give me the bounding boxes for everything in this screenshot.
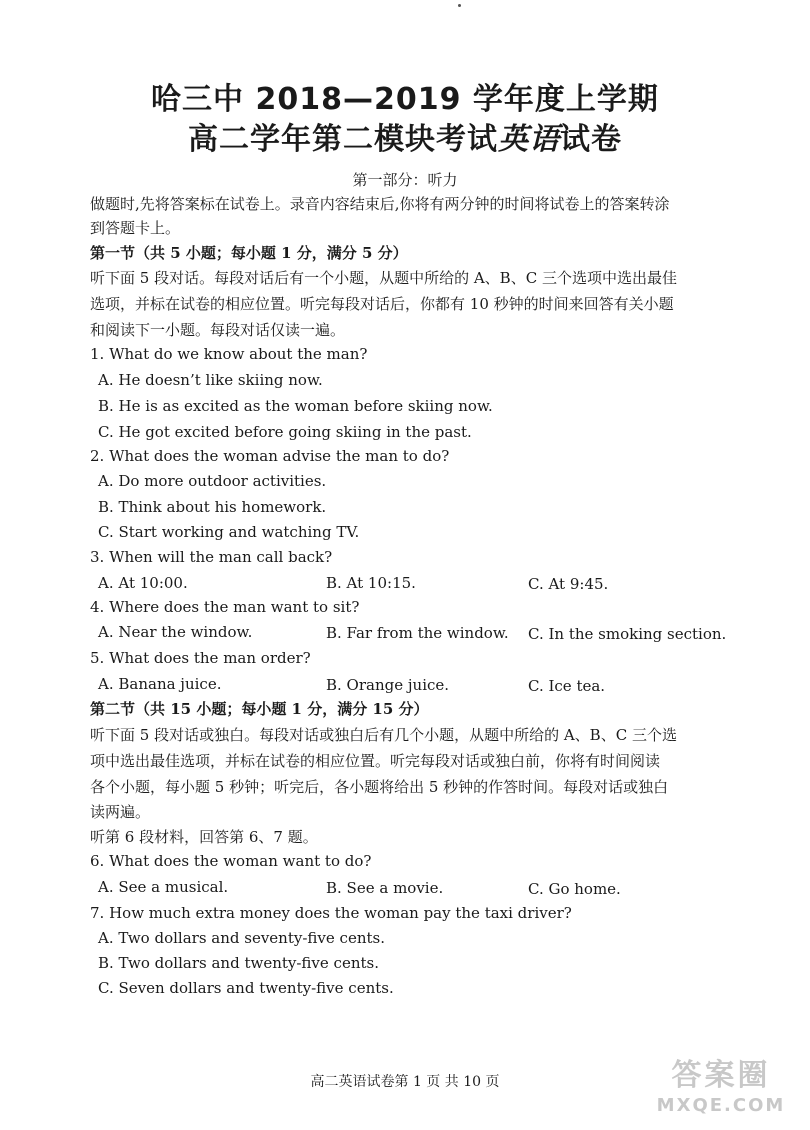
option-c: C. He got excited before going skiing in the past. xyxy=(98,423,472,441)
option-c: C. In the smoking section. xyxy=(528,625,727,643)
option-c: C. Start working and watching TV. xyxy=(98,523,360,541)
material-note: 听第 6 段材料，回答第 6、7 题。 xyxy=(90,828,318,846)
section1-heading: 第一节（共 5 小题；每小题 1 分，满分 5 分） xyxy=(90,244,408,262)
section1-instruction-1: 听下面 5 段对话。每段对话后有一个小题，从题中所给的 A、B、C 三个选项中选出最佳 xyxy=(90,269,677,287)
option-b: B. He is as excited as the woman before skiing now. xyxy=(98,397,493,415)
part1-heading: 第一部分：听力 xyxy=(352,171,458,189)
section2-instruction-2: 项中选出最佳选项，并标在试卷的相应位置。听完每段对话或独白前，你将有时间阅读 xyxy=(90,752,661,770)
option-b: B. Orange juice. xyxy=(326,676,450,694)
option-b: B. Two dollars and twenty-five cents. xyxy=(98,954,379,972)
option-a: A. Do more outdoor activities. xyxy=(98,472,327,490)
section2-heading: 第二节（共 15 小题；每小题 1 分，满分 15 分） xyxy=(90,700,429,718)
site-watermark xyxy=(646,1058,796,1124)
part1-instruction-2: 到答题卡上。 xyxy=(90,219,181,237)
question-stem: 3. When will the man call back? xyxy=(90,548,333,566)
title-prefix: 高二学年第二模块考试 xyxy=(188,122,498,157)
section1-instruction-2: 选项，并标在试卷的相应位置。听完每段对话后，你都有 10 秒钟的时间来回答有关小题 xyxy=(90,295,674,313)
option-b: B. See a movie. xyxy=(326,879,444,897)
question-stem: 1. What do we know about the man? xyxy=(90,345,368,363)
exam-title-line2 xyxy=(0,120,810,160)
option-a: A. Near the window. xyxy=(98,623,253,641)
watermark-line2: MXQE.COM xyxy=(656,1095,786,1116)
question-stem: 6. What does the woman want to do? xyxy=(90,852,372,870)
option-a: A. See a musical. xyxy=(98,878,229,896)
option-b: B. At 10:15. xyxy=(326,574,416,592)
question-stem: 7. How much extra money does the woman pay the taxi driver? xyxy=(90,904,572,922)
option-b: B. Think about his homework. xyxy=(98,498,327,516)
title-suffix: 试卷 xyxy=(560,122,622,157)
section1-instruction-3: 和阅读下一小题。每段对话仅读一遍。 xyxy=(90,321,346,339)
option-a: A. He doesn’t like skiing now. xyxy=(98,371,323,389)
section2-instruction-1: 听下面 5 段对话或独白。每段对话或独白后有几个小题，从题中所给的 A、B、C 三个选 xyxy=(90,726,677,744)
question-stem: 5. What does the man order? xyxy=(90,649,311,667)
option-a: A. Banana juice. xyxy=(98,675,222,693)
scan-speck xyxy=(458,4,461,7)
option-c: C. At 9:45. xyxy=(528,575,609,593)
exam-title-line1: 哈三中 2018—2019 学年度上学期 xyxy=(151,82,659,117)
option-a: A. At 10:00. xyxy=(98,574,188,592)
section2-instruction-4: 读两遍。 xyxy=(90,803,151,821)
option-b: B. Far from the window. xyxy=(326,624,509,642)
option-c: C. Ice tea. xyxy=(528,677,606,695)
part1-instruction-1: 做题时,先将答案标在试卷上。录音内容结束后,你将有两分钟的时间将试卷上的答案转涂 xyxy=(90,195,670,213)
question-stem: 4. Where does the man want to sit? xyxy=(90,598,360,616)
section2-instruction-3: 各个小题，每小题 5 秒钟；听完后，各小题将给出 5 秒钟的作答时间。每段对话或独白 xyxy=(90,778,669,796)
option-c: C. Seven dollars and twenty-five cents. xyxy=(98,979,394,997)
watermark-line1: 答案圈 xyxy=(671,1058,771,1093)
option-c: C. Go home. xyxy=(528,880,621,898)
question-stem: 2. What does the woman advise the man to do? xyxy=(90,447,450,465)
title-subject: 英语 xyxy=(498,122,560,157)
page-footer: 高二英语试卷第 1 页 共 10 页 xyxy=(310,1074,500,1090)
option-a: A. Two dollars and seventy-five cents. xyxy=(98,929,385,947)
